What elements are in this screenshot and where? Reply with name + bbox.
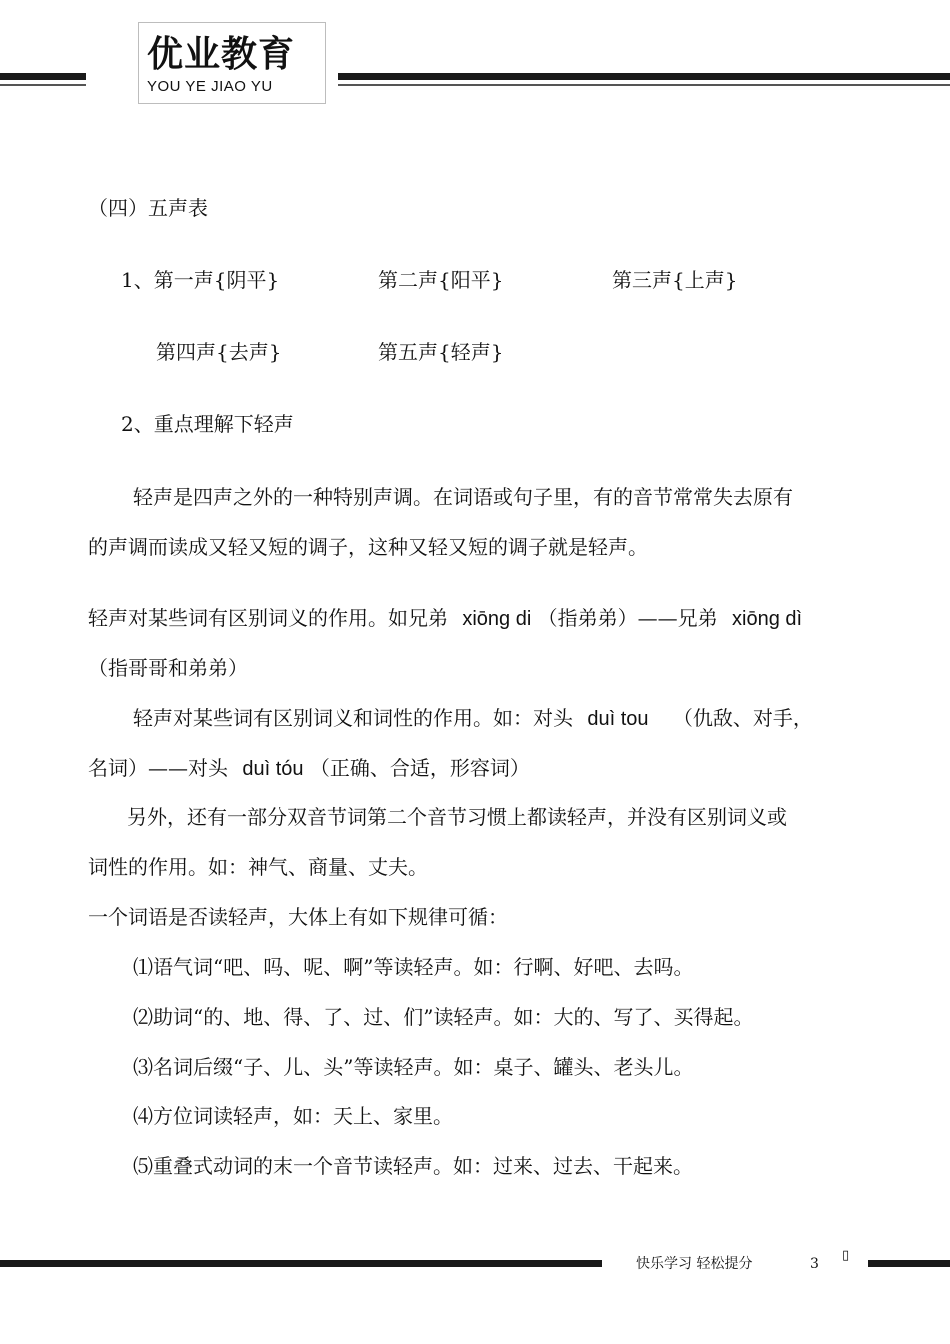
paragraph-3-line-1 xyxy=(133,708,813,729)
item-2-heading: 2、重点理解下轻声 xyxy=(121,412,294,436)
paragraph-3-text-c: 名词）——对头 xyxy=(88,756,228,780)
header-rule-left xyxy=(0,73,86,80)
rule-3: ⑶名词后缀“子、儿、头”等读轻声。如：桌子、罐头、老头儿。 xyxy=(133,1055,694,1079)
paragraph-3-line-2 xyxy=(88,758,530,779)
paragraph-3-text-d: （正确、合适，形容词） xyxy=(309,756,530,780)
paragraph-3-text-b: （仇敌、对手， xyxy=(672,706,813,730)
pinyin-duitou-second: duì tóu xyxy=(242,758,304,780)
pinyin-duitou-neutral: duì tou xyxy=(587,708,649,730)
logo xyxy=(138,22,326,104)
pinyin-xiongdi-fourth: xiōng dì xyxy=(732,608,803,630)
paragraph-2-text-a: 轻声对某些词有区别词义的作用。如兄弟 xyxy=(88,606,448,630)
paragraph-1-line-1: 轻声是四声之外的一种特别声调。在词语或句子里，有的音节常常失去原有 xyxy=(133,485,793,509)
paragraph-3-text-a: 轻声对某些词有区别词义和词性的作用。如：对头 xyxy=(133,706,573,730)
tone-3: 第三声{上声} xyxy=(612,268,738,292)
header-rule-right-thin xyxy=(338,84,950,86)
paragraph-1-line-2: 的声调而读成又轻又短的调子，这种又轻又短的调子就是轻声。 xyxy=(88,535,648,559)
footer-page-number: 3 xyxy=(810,1256,819,1272)
tone-2: 第二声{阳平} xyxy=(378,268,504,292)
rule-5: ⑸重叠式动词的末一个音节读轻声。如：过来、过去、干起来。 xyxy=(133,1154,693,1178)
tone-4: 第四声{去声} xyxy=(156,340,282,364)
header-rule-right xyxy=(338,73,950,80)
paragraph-4-line-1: 另外，还有一部分双音节词第二个音节习惯上都读轻声，并没有区别词义或 xyxy=(127,805,787,829)
pinyin-xiongdi-neutral: xiōng di xyxy=(462,608,532,630)
logo-chinese: 优业教育 xyxy=(147,34,296,75)
rule-4: ⑷方位词读轻声，如：天上、家里。 xyxy=(133,1104,453,1128)
section-heading: （四）五声表 xyxy=(88,196,208,220)
tone-1: 1、第一声{阴平} xyxy=(121,268,280,292)
tone-5: 第五声{轻声} xyxy=(378,340,504,364)
rule-2: ⑵助词“的、地、得、了、过、们”读轻声。如：大的、写了、买得起。 xyxy=(133,1005,754,1029)
paragraph-2-text-b: （指弟弟）——兄弟 xyxy=(537,606,718,630)
footer-slogan: 快乐学习 轻松提分 xyxy=(636,1256,753,1272)
paragraph-2-line-2: （指哥哥和弟弟） xyxy=(88,656,248,680)
footer-rule-left xyxy=(0,1260,602,1267)
rule-1: ⑴语气词“吧、吗、呢、啊”等读轻声。如：行啊、好吧、去吗。 xyxy=(133,955,694,979)
header-rule-left-thin xyxy=(0,84,86,86)
footer-marker: ▯ xyxy=(842,1248,850,1263)
paragraph-5: 一个词语是否读轻声，大体上有如下规律可循： xyxy=(88,905,508,929)
paragraph-4-line-2: 词性的作用。如：神气、商量、丈夫。 xyxy=(88,855,428,879)
logo-pinyin: YOU YE JIAO YU xyxy=(147,78,273,95)
footer-rule-right xyxy=(868,1260,950,1267)
paragraph-2-line-1 xyxy=(88,608,802,629)
